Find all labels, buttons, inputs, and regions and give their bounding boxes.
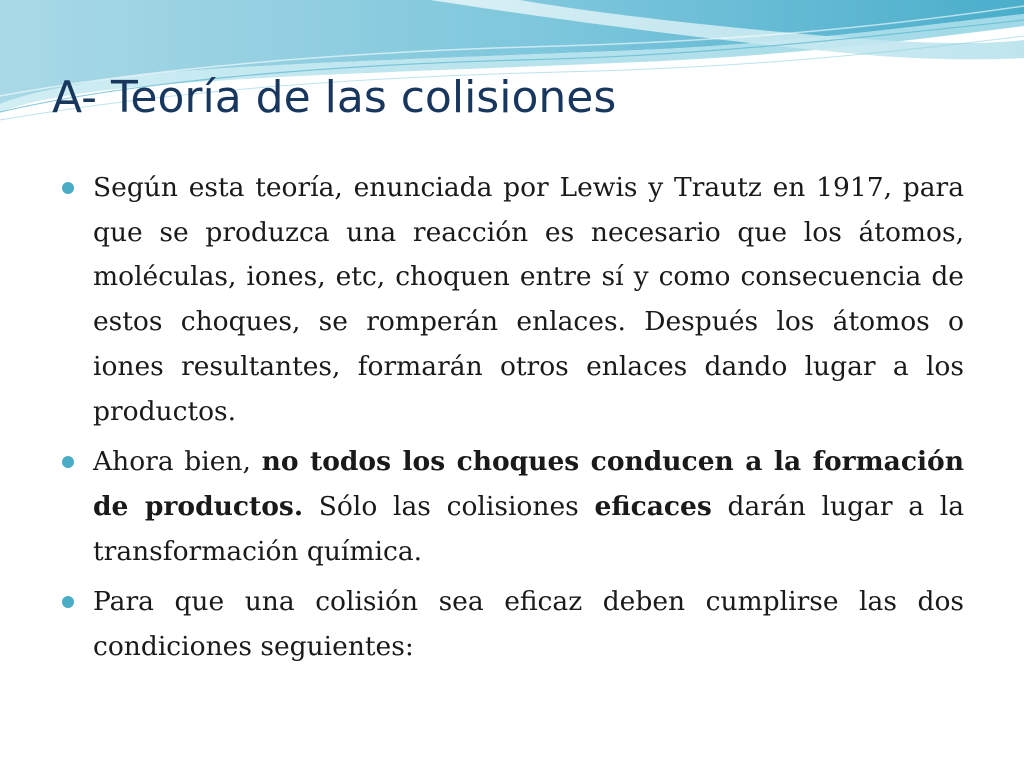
bullet-item xyxy=(62,440,964,574)
bullet-text-bold: eficaces xyxy=(594,490,712,522)
bullet-dot-icon xyxy=(62,596,74,608)
bullet-text: Para que una colisión sea eficaz deben cumplirse las dos condiciones seguientes: xyxy=(93,586,964,663)
bullet-item xyxy=(62,580,964,669)
bullet-text: Sólo las colisiones xyxy=(303,490,595,522)
bullet-dot-icon xyxy=(62,182,74,194)
bullet-text-bold: no todos los choques conducen a la formación de productos. xyxy=(93,446,964,522)
bullet-text: Ahora bien, xyxy=(93,446,262,478)
bullet-text: darán lugar a la transformación química. xyxy=(93,490,964,567)
bullet-dot-icon xyxy=(62,456,74,468)
bullet-text: Según esta teoría, enunciada por Lewis y Trautz en 1917, para que se produzca una reacción es necesario que los átomos, moléculas, iones, etc, choquen entre sí y como consecuencia de estos choques, se romperán enlaces. Después los átomos o iones resultantes, formarán otros enlaces dando lugar a los productos. xyxy=(93,172,964,427)
slide-title: A- Teoría de las colisiones xyxy=(52,72,617,123)
bullet-item xyxy=(62,166,964,434)
bullet-list xyxy=(62,166,964,676)
